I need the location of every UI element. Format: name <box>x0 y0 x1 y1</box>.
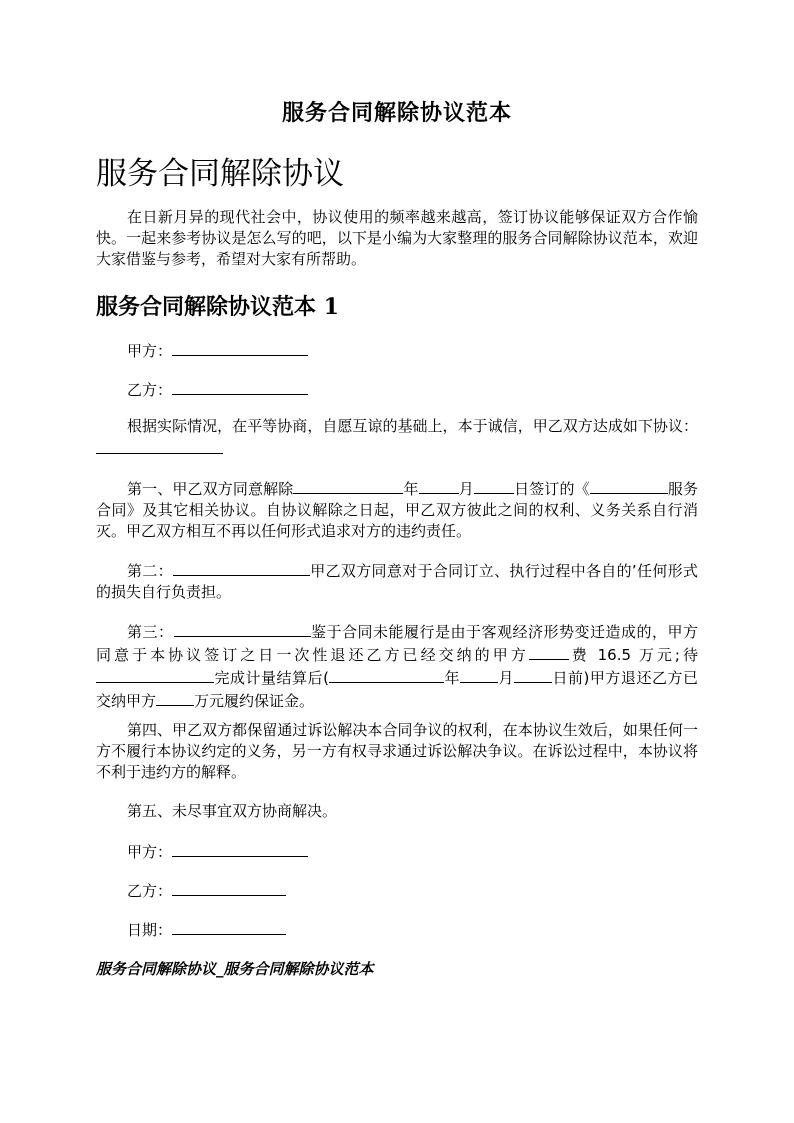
clause-1-party-blank[interactable] <box>293 477 403 494</box>
clause-3-month-blank[interactable] <box>514 666 552 683</box>
clause-2-paragraph <box>96 559 698 603</box>
sign-party-a-blank[interactable] <box>172 840 308 857</box>
clause-3-blank-1[interactable] <box>174 620 311 637</box>
clause-3-text-e: 日前)甲方退还乙方已交纳甲方 <box>96 669 698 710</box>
clause-3-year: 年 <box>443 669 460 687</box>
preamble-text: 根据实际情况，在平等协商，自愿互谅的基础上，本于诚信，甲乙双方达成如下协议： <box>127 417 698 435</box>
footer-note: 服务合同解除协议_服务合同解除协议范本 <box>96 960 374 978</box>
party-a-label: 甲方： <box>127 342 173 360</box>
clause-1-text-b: 日签订的《 <box>513 480 590 498</box>
clause-1-text-c: 服务合同》及其它相关协议。自协议解除之日起，甲乙双方彼此之间的权利、义务关系自行消灭。甲乙双方相互不再以任何形式追求对方的违约责任。 <box>96 480 698 540</box>
clause-2-text-a: 第二： <box>127 562 173 580</box>
preamble-paragraph <box>96 416 698 460</box>
clause-1-month: 月 <box>458 480 474 498</box>
clause-3-year-blank[interactable] <box>460 666 498 683</box>
section-heading: 服务合同解除协议范本 1 <box>96 294 339 320</box>
main-heading: 服务合同解除协议 <box>96 156 344 192</box>
clause-3-date-blank[interactable] <box>329 666 444 683</box>
sign-party-a-label: 甲方： <box>127 843 173 861</box>
clause-1-year-blank[interactable] <box>419 477 459 494</box>
clause-3-month: 月 <box>497 669 515 687</box>
clause-1-year: 年 <box>403 480 419 498</box>
sign-date-line <box>127 918 286 941</box>
clause-3-project-blank[interactable] <box>96 666 214 683</box>
sign-party-b-line <box>127 879 286 902</box>
clause-3-text-b: 鉴于合同未能履行是由于客观经济形势变迁造成的，甲方同意于本协议签订之日一次性退还乙方已经交纳的甲方 <box>96 623 698 664</box>
sign-date-blank[interactable] <box>172 918 286 935</box>
clause-2-text-b: 甲乙双方同意对于合同订立、执行过程中各自的’任何形式的损失自行负责担。 <box>96 562 698 601</box>
party-b-blank[interactable] <box>172 378 308 395</box>
clause-3-paragraph <box>96 620 698 712</box>
party-b-line <box>127 378 308 401</box>
sign-party-b-label: 乙方： <box>127 882 173 900</box>
document-title: 服务合同解除协议范本 <box>281 100 512 126</box>
party-b-label: 乙方： <box>127 381 173 399</box>
clause-3-amount-blank[interactable] <box>156 689 194 706</box>
sign-party-a-line <box>127 840 308 863</box>
clause-3-text-f: 万元履约保证金。 <box>194 692 315 710</box>
clause-1-paragraph <box>96 477 698 542</box>
clause-2-blank[interactable] <box>173 559 310 576</box>
clause-5-paragraph: 第五、未尽事宜双方协商解决。 <box>127 802 338 820</box>
party-a-line <box>127 339 308 362</box>
clause-3-text-c: 费 16.5 万元;待 <box>568 646 698 664</box>
clause-3-fee-blank[interactable] <box>529 643 569 660</box>
sign-party-b-blank[interactable] <box>172 879 286 896</box>
sign-date-label: 日期： <box>127 921 173 939</box>
clause-4-paragraph: 第四、甲乙双方都保留通过诉讼解决本合同争议的权利，在本协议生效后，如果任何一方不履行本协议约定的义务，另一方有权寻求通过诉讼解决争议。在诉讼过程中，本协议将不利于违约方的解释。 <box>96 721 698 781</box>
clause-1-contract-blank[interactable] <box>590 477 668 494</box>
clause-1-text-a: 第一、甲乙双方同意解除 <box>127 480 294 498</box>
preamble-blank[interactable] <box>96 437 223 454</box>
clause-3-text-a: 第三： <box>127 623 174 641</box>
clause-1-month-blank[interactable] <box>474 477 514 494</box>
party-a-blank[interactable] <box>172 339 308 356</box>
intro-paragraph: 在日新月异的现代社会中，协议使用的频率越来越高，签订协议能够保证双方合作愉快。一起来参考协议是怎么写的吧，以下是小编为大家整理的服务合同解除协议范本，欢迎大家借鉴与参考，希望对大家有所帮助。 <box>96 208 698 268</box>
clause-3-text-d: 完成计量结算后( <box>214 669 329 687</box>
